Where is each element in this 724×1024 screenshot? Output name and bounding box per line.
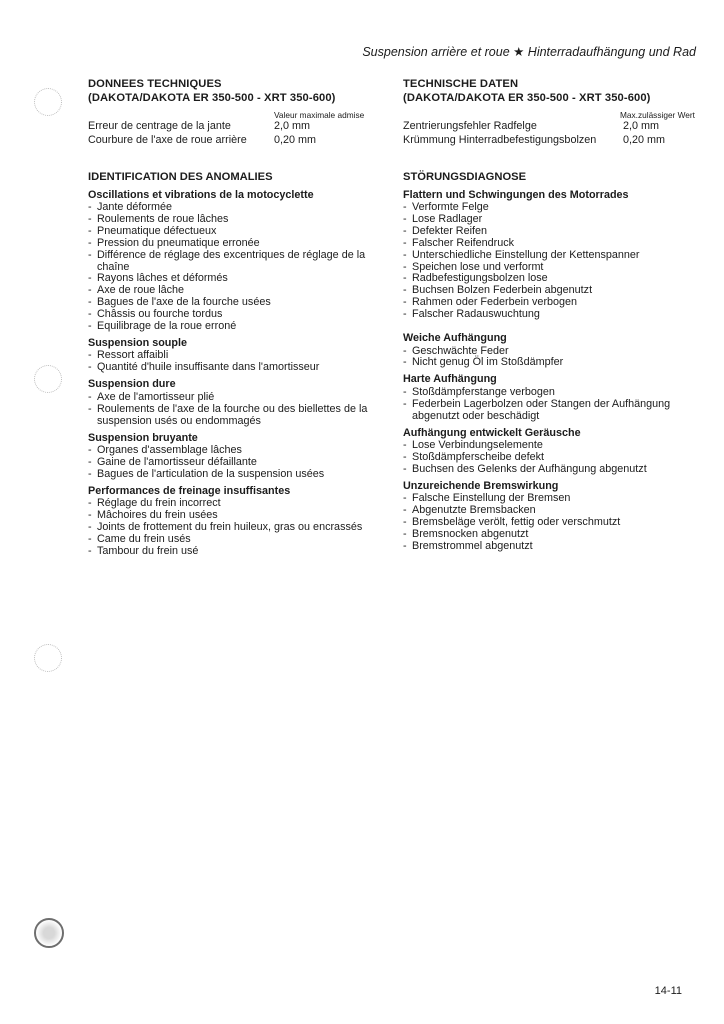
group-title: Suspension bruyante bbox=[88, 431, 198, 444]
spec-row bbox=[403, 134, 695, 148]
group-items bbox=[88, 392, 380, 428]
list-item: - Stoßdämpferscheibe defekt bbox=[403, 452, 695, 464]
german-column bbox=[403, 78, 695, 553]
group-title: Oscillations et vibrations de la motocyclette bbox=[88, 188, 314, 201]
list-item: - Axe de roue lâche bbox=[88, 285, 380, 297]
spec-value: 0,20 mm bbox=[623, 133, 666, 146]
list-item: - Bremsbeläge verölt, fettig oder verschmutzt bbox=[403, 517, 695, 529]
list-item: - Tambour du frein usé bbox=[88, 546, 380, 558]
tech-data-subtitle: (DAKOTA/DAKOTA ER 350-500 - XRT 350-600) bbox=[403, 91, 651, 104]
tech-data-subtitle: (DAKOTA/DAKOTA ER 350-500 - XRT 350-600) bbox=[88, 91, 336, 104]
list-item: - Lose Verbindungselemente bbox=[403, 440, 695, 452]
group-items bbox=[88, 202, 380, 333]
list-item: - Bagues de l'articulation de la suspension usées bbox=[88, 469, 380, 481]
list-item: - Unterschiedliche Einstellung der Kettenspanner bbox=[403, 250, 695, 262]
list-item: - Geschwächte Feder bbox=[403, 346, 695, 358]
spec-value: 2,0 mm bbox=[623, 120, 659, 132]
group-title: Suspension dure bbox=[88, 378, 176, 391]
diagnosis-title: IDENTIFICATION DES ANOMALIES bbox=[88, 171, 273, 183]
spec-label: Zentrierungsfehler Radfelge bbox=[403, 120, 537, 132]
list-item: - Différence de réglage des excentriques de réglage de la chaîne bbox=[88, 250, 380, 274]
list-item: - Radbefestigungsbolzen lose bbox=[403, 273, 695, 285]
list-item: - Falscher Radauswuchtung bbox=[403, 309, 695, 321]
spec-table-header bbox=[403, 110, 695, 120]
group-title: Aufhängung entwickelt Geräusche bbox=[403, 426, 581, 439]
tech-data-title: DONNEES TECHNIQUES bbox=[88, 78, 222, 90]
list-item: - Rahmen oder Federbein verbogen bbox=[403, 297, 695, 309]
group-title: Harte Aufhängung bbox=[403, 373, 497, 386]
spec-label: Erreur de centrage de la jante bbox=[88, 120, 231, 132]
list-item: - Speichen lose und verformt bbox=[403, 262, 695, 274]
list-item: - Joints de frottement du frein huileux, gras ou encrassés bbox=[88, 522, 380, 534]
group-title: Unzureichende Bremswirkung bbox=[403, 479, 559, 492]
page-number: 14-11 bbox=[654, 985, 682, 997]
group-items bbox=[403, 387, 695, 423]
list-item: - Defekter Reifen bbox=[403, 226, 695, 238]
diagnosis-title: STÖRUNGSDIAGNOSE bbox=[403, 171, 527, 183]
group-items bbox=[88, 498, 380, 558]
page-header: Suspension arrière et roue ★ Hinterradaufhängung und Rad bbox=[362, 45, 696, 59]
list-item: - Nicht genug Öl im Stoßdämpfer bbox=[403, 357, 695, 369]
list-item: - Châssis ou fourche tordus bbox=[88, 309, 380, 321]
spec-label: Courbure de l'axe de roue arrière bbox=[88, 133, 247, 146]
group-items bbox=[403, 346, 695, 370]
list-item: - Bremsnocken abgenutzt bbox=[403, 529, 695, 541]
list-item: - Buchsen Bolzen Federbein abgenutzt bbox=[403, 285, 695, 297]
list-item: - Mâchoires du frein usées bbox=[88, 510, 380, 522]
list-item: - Quantité d'huile insuffisante dans l'amortisseur bbox=[88, 362, 380, 374]
spec-row bbox=[88, 134, 380, 148]
spec-table-header bbox=[88, 110, 380, 120]
list-item: - Verformte Felge bbox=[403, 202, 695, 214]
spec-row bbox=[403, 120, 695, 134]
list-item: - Came du frein usés bbox=[88, 534, 380, 546]
spec-column-header: Max.zulässiger Wert bbox=[619, 110, 695, 120]
list-item: - Equilibrage de la roue erroné bbox=[88, 321, 380, 333]
list-item: - Roulements de roue lâches bbox=[88, 214, 380, 226]
punch-hole-mark bbox=[34, 918, 64, 948]
spec-value: 0,20 mm bbox=[274, 133, 317, 146]
list-item: - Federbein Lagerbolzen oder Stangen der Aufhängung abgenutzt oder beschädigt bbox=[403, 399, 695, 423]
list-item: - Falsche Einstellung der Bremsen bbox=[403, 493, 695, 505]
group-title: Weiche Aufhängung bbox=[403, 332, 507, 345]
list-item: - Pneumatique défectueux bbox=[88, 226, 380, 238]
list-item: - Stoßdämpferstange verbogen bbox=[403, 387, 695, 399]
spec-column-header: Valeur maximale admise bbox=[274, 110, 365, 120]
spec-row bbox=[88, 120, 380, 134]
list-item: - Organes d'assemblage lâches bbox=[88, 445, 380, 457]
list-item: - Axe de l'amortisseur plié bbox=[88, 392, 380, 404]
punch-hole-mark bbox=[34, 88, 62, 116]
group-items bbox=[88, 445, 380, 481]
punch-hole-mark bbox=[34, 644, 62, 672]
group-title: Suspension souple bbox=[88, 336, 187, 349]
punch-hole-mark bbox=[34, 365, 62, 393]
group-items bbox=[403, 440, 695, 476]
spec-table bbox=[88, 110, 380, 147]
group-items bbox=[88, 350, 380, 374]
group-title: Performances de freinage insuffisantes bbox=[88, 484, 291, 497]
list-item: - Bagues de l'axe de la fourche usées bbox=[88, 297, 380, 309]
list-item: - Réglage du frein incorrect bbox=[88, 498, 380, 510]
list-item: - Ressort affaibli bbox=[88, 350, 380, 362]
group-title: Flattern und Schwingungen des Motorrades bbox=[403, 188, 629, 201]
list-item: - Bremstrommel abgenutzt bbox=[403, 541, 695, 553]
list-item: - Roulements de l'axe de la fourche ou des biellettes de la suspension usés ou endommagés bbox=[88, 404, 380, 428]
list-item: - Jante déformée bbox=[88, 202, 380, 214]
tech-data-title: TECHNISCHE DATEN bbox=[403, 78, 519, 90]
list-item: - Lose Radlager bbox=[403, 214, 695, 226]
spec-value: 2,0 mm bbox=[274, 120, 310, 132]
french-column bbox=[88, 78, 380, 558]
list-item: - Buchsen des Gelenks der Aufhängung abgenutzt bbox=[403, 464, 695, 476]
group-items bbox=[403, 493, 695, 553]
list-item: - Pression du pneumatique erronée bbox=[88, 238, 380, 250]
list-item: - Gaine de l'amortisseur défaillante bbox=[88, 457, 380, 469]
spec-table bbox=[403, 110, 695, 147]
group-items bbox=[403, 202, 695, 321]
list-item: - Abgenutzte Bremsbacken bbox=[403, 505, 695, 517]
spec-label: Krümmung Hinterradbefestigungsbolzen bbox=[403, 133, 597, 146]
list-item: - Rayons lâches et déformés bbox=[88, 273, 380, 285]
list-item: - Falscher Reifendruck bbox=[403, 238, 695, 250]
